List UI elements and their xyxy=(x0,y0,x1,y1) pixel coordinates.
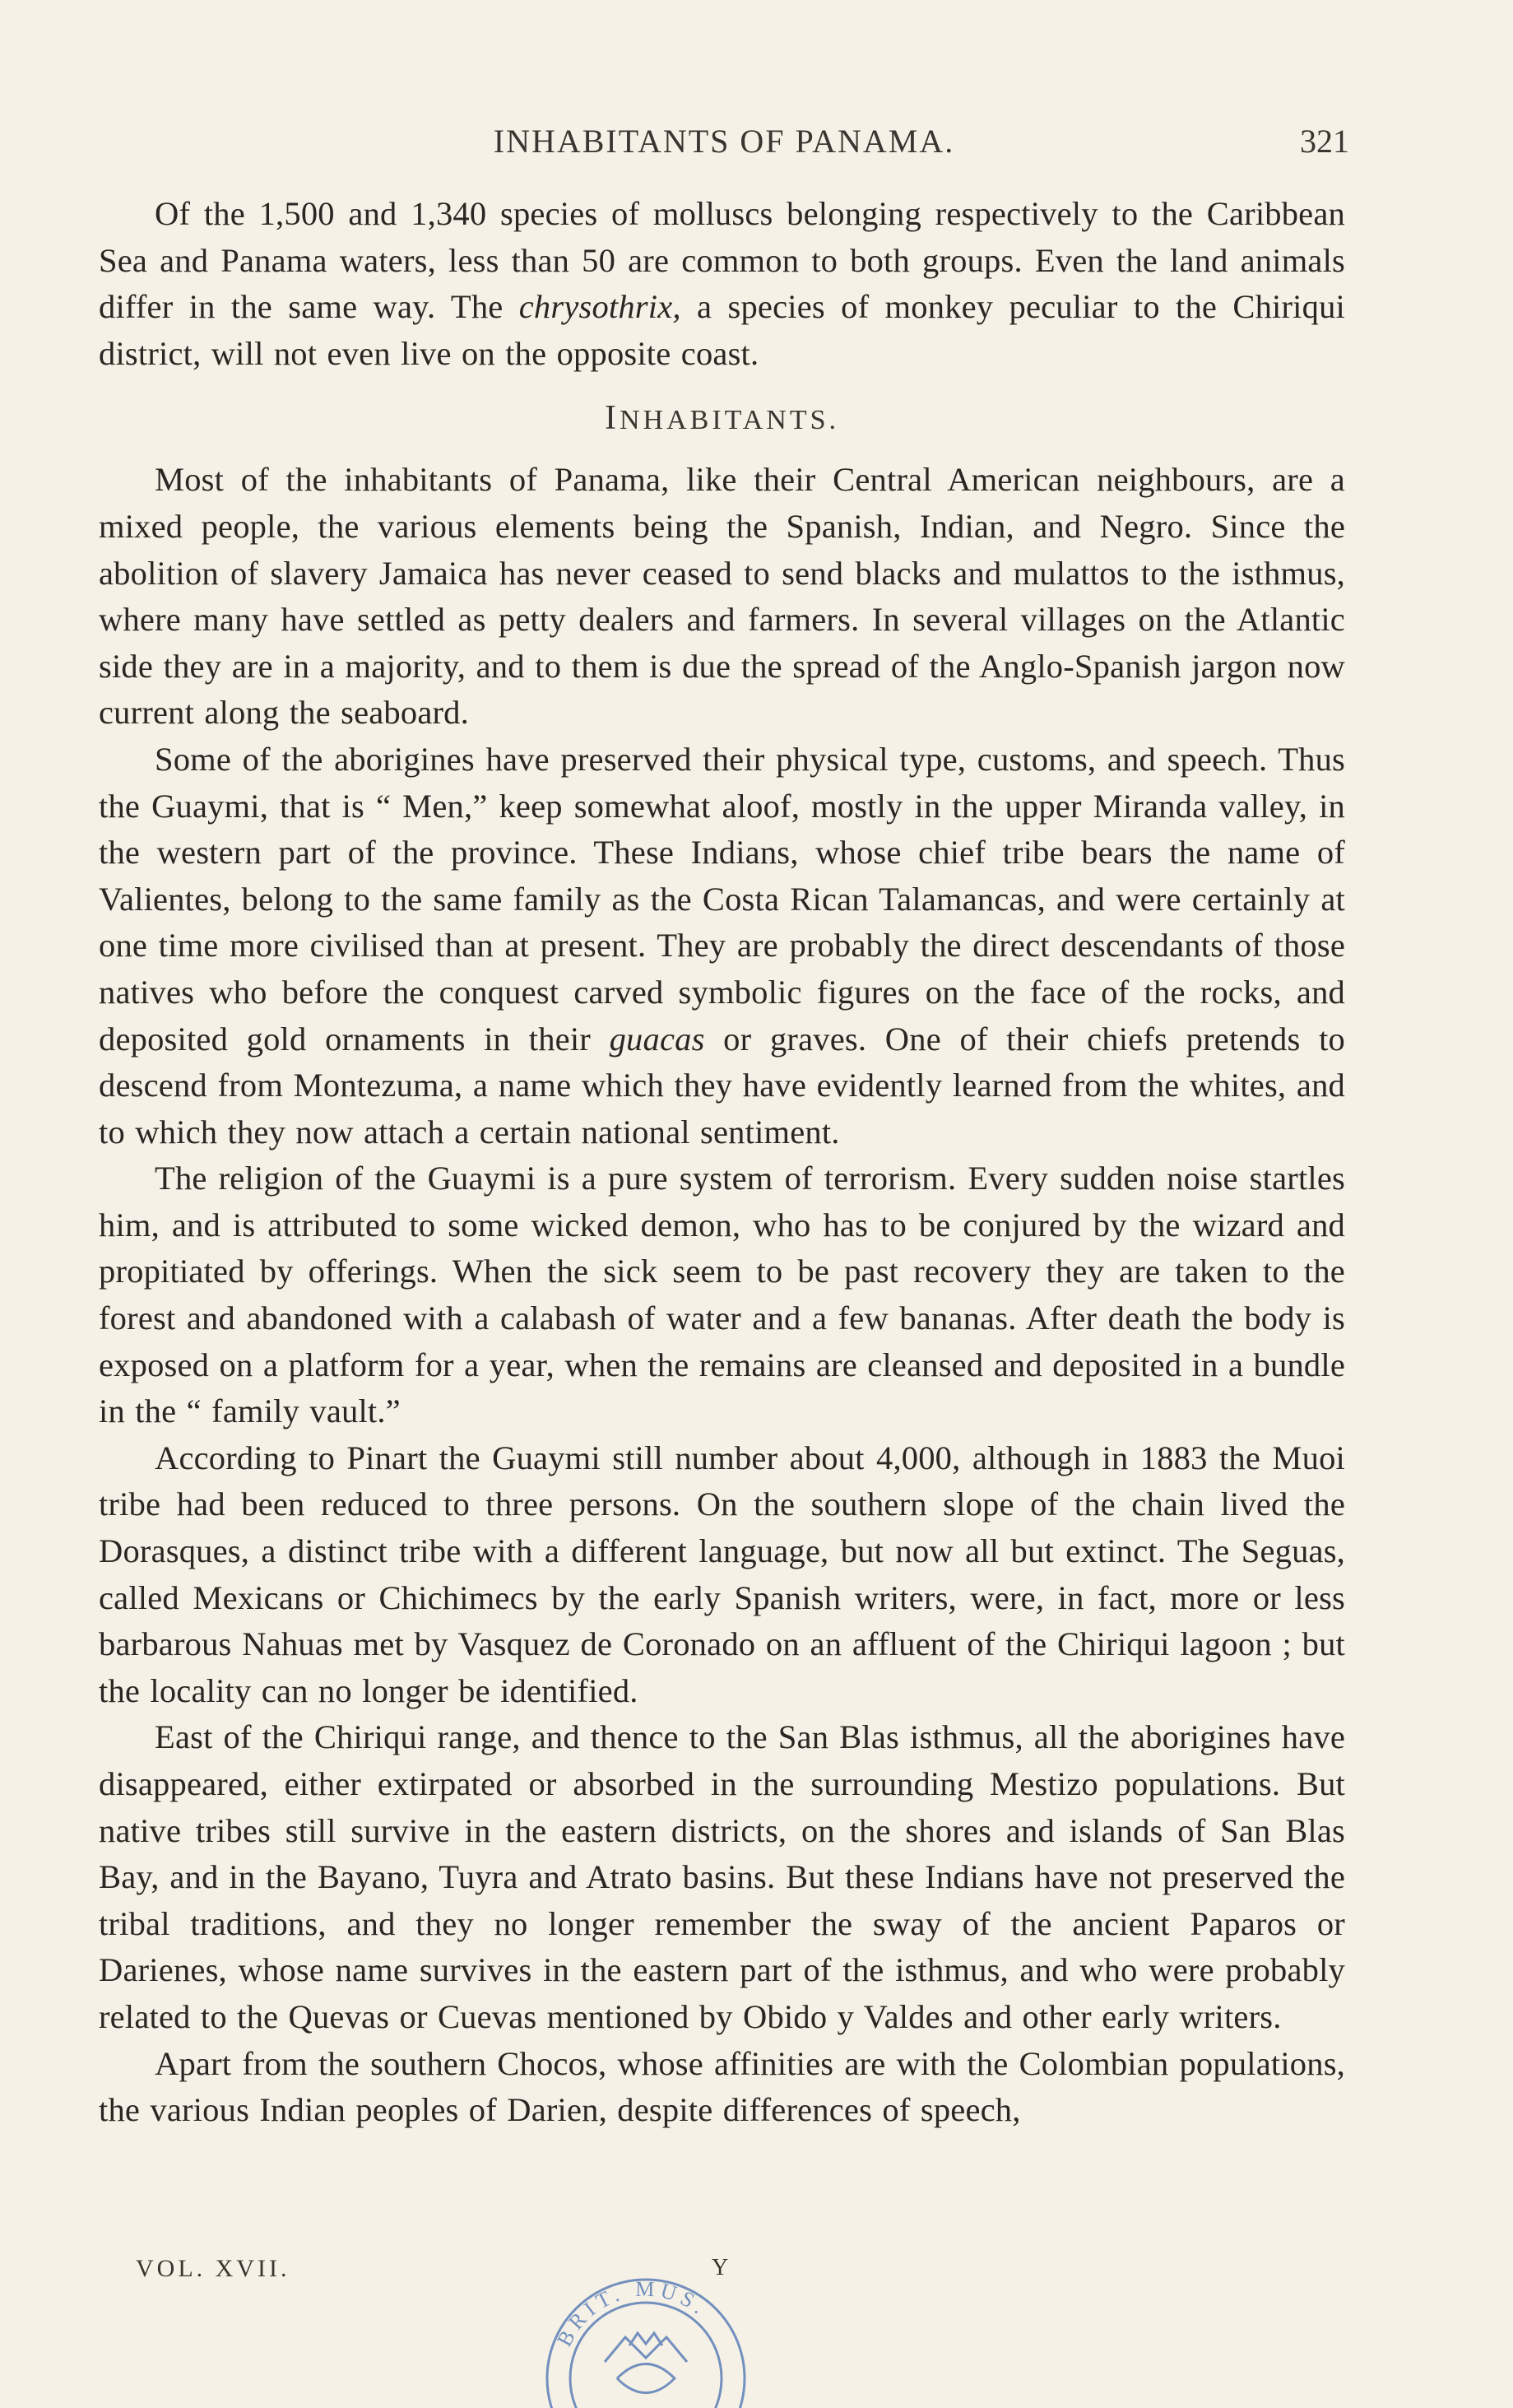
italic-term: chrysothrix, xyxy=(518,288,681,326)
sheet-signature: Y xyxy=(712,2255,729,2280)
section-heading-inhabitants: INHABITANTS. xyxy=(605,399,839,438)
paragraph-religion: The religion of the Guaymi is a pure system of terrorism. Every sudden noise startles him, and is attributed to some wicked demon, who has to be conjured by the wizard and propitiated by offerings. When the sick seem to be past recovery they are taken to the forest and abandoned with a calabash of water and a few bananas. After death the body is exposed on a platform for a year, when the remains are cleansed and deposited in a bundle in the “ family vault.” xyxy=(99,1160,1345,1430)
body-text xyxy=(99,191,1345,2134)
paragraph-east-chiriqui: East of the Chiriqui range, and thence to the San Blas isthmus, all the aborigines have disappeared, either extirpated or absorbed in the surrounding Mestizo populations. But native tribes still survive in the eastern districts, on the shores and islands of San Blas Bay, and in the Bayano, Tuyra and Atrato basins. But these Indians have not preserved the tribal traditions, and they no longer remember the sway of the ancient Paparos or Darienes, whose name survives in the eastern part of the isthmus, and who were probably related to the Quevas or Cuevas mentioned by Obido y Valdes and other early writers. xyxy=(99,1718,1345,2035)
italic-term: guacas xyxy=(609,1020,705,1058)
stamp-crest xyxy=(605,2337,687,2362)
running-title: INHABITANTS OF PANAMA. xyxy=(493,123,955,160)
stamp-crown xyxy=(629,2333,662,2345)
paragraph-pinart: According to Pinart the Guaymi still number about 4,000, although in 1883 the Muoi tribe had been reduced to three persons. On the southern slope of the chain lived the Dorasques, a distinct tribe with a different language, but now all but extinct. The Seguas, called Mexicans or Chichimecs by the early Spanish writers, were, in fact, more or less barbarous Nahuas met by Vasquez de Coronado on an affluent of the Chiriqui lagoon ; but the locality can no longer be identified. xyxy=(99,1439,1345,1709)
paragraph-chocos: Apart from the southern Chocos, whose affinities are with the Colombian populations, the various Indian peoples of Darien, despite differences of speech, xyxy=(99,2044,1345,2129)
paragraph-mixed-people: Most of the inhabitants of Panama, like their Central American neighbours, are a mixed people, the various elements being the Spanish, Indian, and Negro. Since the abolition of slavery Jamaica has never ceased to send blacks and mulattos to the isthmus, where many have settled as petty dealers and farmers. In several villages on the Atlantic side they are in a majority, and to them is due the spread of the Anglo-Spanish jargon now current along the seaboard. xyxy=(99,461,1345,732)
volume-signature: VOL. XVII. xyxy=(136,2255,290,2282)
stamp-text: BRIT. MUS. xyxy=(552,2276,714,2350)
stamp-shield xyxy=(617,2364,675,2393)
library-stamp-icon xyxy=(527,2255,765,2408)
paragraph-aborigines: Some of the aborigines have preserved their physical type, customs, and speech. Thus the Guaymi, that is “ Men,” keep somewhat aloof, mostly in the upper Miranda valley, in the western part of the province. These Indians, whose chief tribe bears the name of Valientes, belong to the same family as the Costa Rican Talamancas, and were certainly at one time more civilised than at present. They are probably the direct descendants of those natives who before the conquest carved symbolic figures on the face of the rocks, and deposited gold ornaments in their guacas or graves. One of their chiefs pretends to descend from Montezuma, a name which they have evidently learned from the whites, and to which they now attach a certain national sentiment. xyxy=(99,740,1345,1151)
paragraph-molluscs: Of the 1,500 and 1,340 species of molluscs belonging respectively to the Caribbean Sea and Panama waters, less than 50 are common to both groups. Even the land animals differ in the same way. The chrysothrix, a species of monkey peculiar to the Chiriqui district, will not even live on the opposite coast. xyxy=(99,195,1345,372)
running-head xyxy=(99,122,1349,171)
page-number: 321 xyxy=(1300,123,1349,160)
